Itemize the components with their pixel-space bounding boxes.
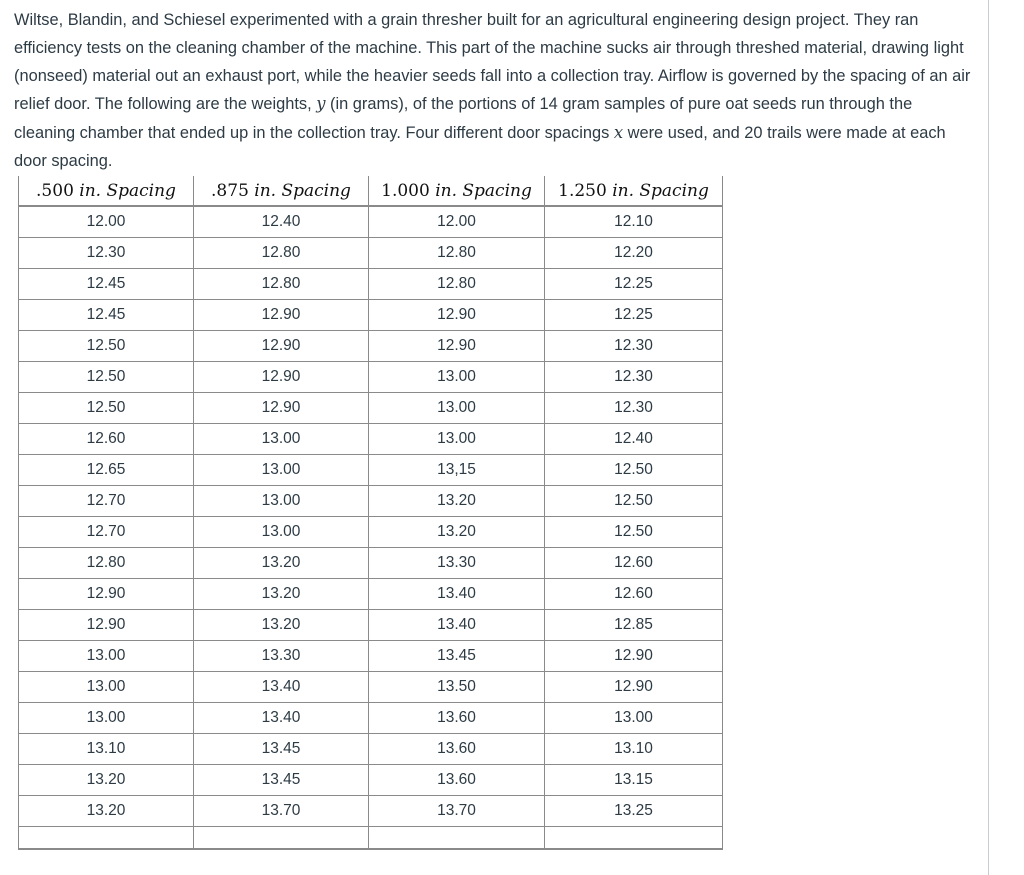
header-unit: in. Spacing	[79, 180, 176, 201]
table-row	[19, 765, 723, 796]
table-row	[19, 796, 723, 827]
cell-spacing-500: 12.50	[19, 362, 194, 393]
cell-spacing-875: 13.00	[194, 424, 369, 455]
cell-spacing-500: 13.00	[19, 641, 194, 672]
table-row	[19, 238, 723, 269]
cell-spacing-875: 13.00	[194, 486, 369, 517]
cell-spacing-1000: 13.60	[369, 703, 545, 734]
cell-spacing-1000: 13.60	[369, 765, 545, 796]
cell-spacing-1250: 12.30	[545, 393, 723, 424]
problem-statement	[14, 7, 974, 176]
table-row	[19, 734, 723, 765]
header-value: 1.250	[558, 180, 607, 201]
header-unit: in. Spacing	[435, 180, 532, 201]
cell-spacing-500: 13.20	[19, 765, 194, 796]
cell-spacing-500: 12.50	[19, 331, 194, 362]
cell-spacing-1000: 12.90	[369, 331, 545, 362]
cell-spacing-1250: 13.25	[545, 796, 723, 827]
header-1250-spacing	[545, 176, 723, 206]
table-row	[19, 424, 723, 455]
cell-spacing-875: 13.70	[194, 796, 369, 827]
problem-text-part-3: were used, and 20 trails were made at each door spacing.	[14, 124, 946, 170]
cell-spacing-875: 12.80	[194, 238, 369, 269]
cell-spacing-1250: 12.20	[545, 238, 723, 269]
table-row	[19, 672, 723, 703]
table-row	[19, 362, 723, 393]
table-row	[19, 641, 723, 672]
cell-spacing-1000: 13,15	[369, 455, 545, 486]
cell-spacing-500: 12.90	[19, 610, 194, 641]
cell-spacing-1250: 12.25	[545, 269, 723, 300]
cell-spacing-500: 12.80	[19, 548, 194, 579]
spacing-weights-table	[18, 176, 723, 850]
cell-spacing-500: 12.30	[19, 238, 194, 269]
cell-spacing-500: 12.65	[19, 455, 194, 486]
cell-spacing-1000: 13.00	[369, 393, 545, 424]
cell-spacing-500: 12.60	[19, 424, 194, 455]
header-unit: in. Spacing	[254, 180, 351, 201]
table-row	[19, 703, 723, 734]
cell-spacing-1000: 12.80	[369, 238, 545, 269]
empty-cell	[545, 827, 723, 850]
cell-spacing-500: 13.10	[19, 734, 194, 765]
cell-spacing-500: 12.50	[19, 393, 194, 424]
cell-spacing-500: 12.00	[19, 206, 194, 238]
cell-spacing-875: 13.40	[194, 672, 369, 703]
cell-spacing-1000: 13.40	[369, 579, 545, 610]
table-header-row	[19, 176, 723, 206]
header-1000-spacing	[369, 176, 545, 206]
cell-spacing-1000: 13.45	[369, 641, 545, 672]
cell-spacing-500: 13.20	[19, 796, 194, 827]
table-empty-row	[19, 827, 723, 850]
cell-spacing-500: 12.90	[19, 579, 194, 610]
header-value: 1.000	[381, 180, 430, 201]
cell-spacing-875: 13.20	[194, 579, 369, 610]
table-row	[19, 517, 723, 548]
cell-spacing-500: 12.70	[19, 517, 194, 548]
table-row	[19, 548, 723, 579]
cell-spacing-875: 12.90	[194, 362, 369, 393]
table-body	[19, 206, 723, 849]
cell-spacing-875: 13.45	[194, 765, 369, 796]
cell-spacing-500: 12.70	[19, 486, 194, 517]
cell-spacing-500: 13.00	[19, 703, 194, 734]
cell-spacing-1000: 12.90	[369, 300, 545, 331]
cell-spacing-500: 12.45	[19, 269, 194, 300]
variable-x: x	[613, 123, 624, 143]
header-875-spacing	[194, 176, 369, 206]
cell-spacing-1000: 13.00	[369, 362, 545, 393]
cell-spacing-875: 12.90	[194, 300, 369, 331]
cell-spacing-875: 13.40	[194, 703, 369, 734]
cell-spacing-1000: 12.80	[369, 269, 545, 300]
cell-spacing-875: 13.20	[194, 610, 369, 641]
variable-y: y	[316, 94, 326, 114]
cell-spacing-1250: 12.50	[545, 486, 723, 517]
cell-spacing-1250: 12.25	[545, 300, 723, 331]
header-value: .875	[211, 180, 249, 201]
table-row	[19, 206, 723, 238]
table-row	[19, 269, 723, 300]
table-row	[19, 331, 723, 362]
cell-spacing-1250: 13.10	[545, 734, 723, 765]
cell-spacing-875: 13.20	[194, 548, 369, 579]
header-500-spacing	[19, 176, 194, 206]
cell-spacing-500: 13.00	[19, 672, 194, 703]
cell-spacing-875: 12.90	[194, 393, 369, 424]
problem-text-part-2: (in grams), of the portions of 14 gram samples of pure oat seeds run through the cleaning chamber that ended up in the collection tray. Four different door spacings	[14, 95, 913, 143]
cell-spacing-875: 13.30	[194, 641, 369, 672]
cell-spacing-1250: 12.90	[545, 641, 723, 672]
table-row	[19, 393, 723, 424]
cell-spacing-1250: 12.60	[545, 579, 723, 610]
cell-spacing-1250: 12.50	[545, 517, 723, 548]
cell-spacing-1000: 12.00	[369, 206, 545, 238]
problem-text-part-1: Wiltse, Blandin, and Schiesel experimented with a grain thresher built for an agricultural engineering design project. They ran efficiency tests on the cleaning chamber of the machine. This part of the machine sucks air through threshed material, drawing light (nonseed) material out an exhaust port, while the heavier seeds fall into a collection tray. Airflow is governed by the spacing of an air relief door. The following are the weights,	[14, 11, 971, 114]
header-value: .500	[36, 180, 74, 201]
cell-spacing-875: 13.00	[194, 517, 369, 548]
table-row	[19, 455, 723, 486]
cell-spacing-1000: 13.30	[369, 548, 545, 579]
cell-spacing-1250: 12.40	[545, 424, 723, 455]
empty-cell	[194, 827, 369, 850]
cell-spacing-1250: 13.00	[545, 703, 723, 734]
header-unit: in. Spacing	[612, 180, 709, 201]
cell-spacing-875: 13.45	[194, 734, 369, 765]
cell-spacing-1000: 13.70	[369, 796, 545, 827]
table-row	[19, 486, 723, 517]
cell-spacing-500: 12.45	[19, 300, 194, 331]
empty-cell	[19, 827, 194, 850]
cell-spacing-1000: 13.20	[369, 517, 545, 548]
table-row	[19, 300, 723, 331]
cell-spacing-875: 12.40	[194, 206, 369, 238]
cell-spacing-1250: 12.10	[545, 206, 723, 238]
cell-spacing-1000: 13.00	[369, 424, 545, 455]
cell-spacing-1250: 12.50	[545, 455, 723, 486]
cell-spacing-1250: 12.30	[545, 331, 723, 362]
cell-spacing-1000: 13.50	[369, 672, 545, 703]
cell-spacing-875: 12.80	[194, 269, 369, 300]
cell-spacing-875: 13.00	[194, 455, 369, 486]
cell-spacing-1000: 13.40	[369, 610, 545, 641]
cell-spacing-1250: 12.60	[545, 548, 723, 579]
cell-spacing-875: 12.90	[194, 331, 369, 362]
cell-spacing-1000: 13.60	[369, 734, 545, 765]
cell-spacing-1250: 12.90	[545, 672, 723, 703]
cell-spacing-1250: 13.15	[545, 765, 723, 796]
table-row	[19, 579, 723, 610]
table-row	[19, 610, 723, 641]
content-divider	[988, 0, 989, 875]
empty-cell	[369, 827, 545, 850]
cell-spacing-1250: 12.30	[545, 362, 723, 393]
cell-spacing-1250: 12.85	[545, 610, 723, 641]
cell-spacing-1000: 13.20	[369, 486, 545, 517]
